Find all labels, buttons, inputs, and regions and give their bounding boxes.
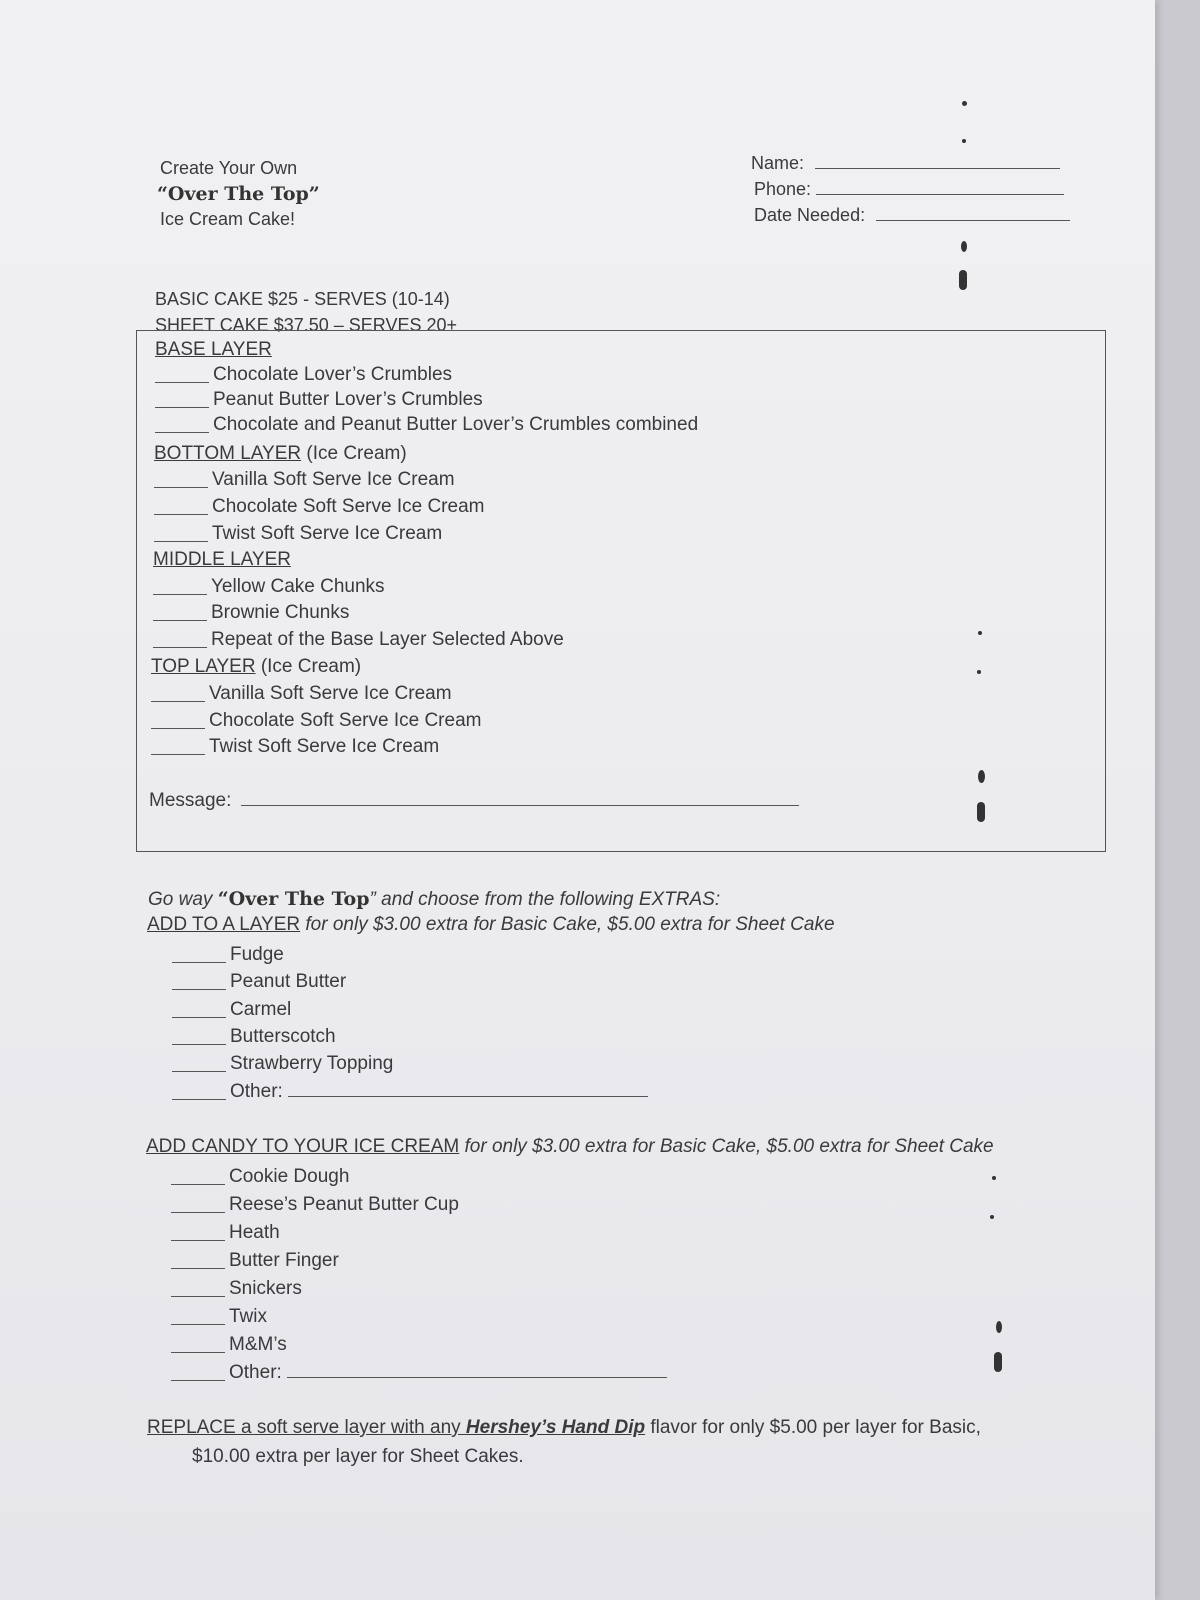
- middle-layer-heading: [153, 549, 291, 571]
- option-label: Strawberry Topping: [230, 1053, 394, 1074]
- sheet-cake-price: SHEET CAKE $37.50 – SERVES 20+: [155, 315, 458, 335]
- option-label: Peanut Butter Lover’s Crumbles: [213, 389, 483, 410]
- date-needed-label: Date Needed:: [754, 205, 866, 225]
- punch-mark: [978, 770, 985, 783]
- checkbox-line[interactable]: [154, 514, 208, 515]
- checkbox-line[interactable]: [154, 487, 208, 488]
- message-field[interactable]: [149, 790, 799, 812]
- checkbox-line[interactable]: [153, 594, 207, 595]
- option-label: Yellow Cake Chunks: [211, 576, 385, 597]
- other-blank[interactable]: [288, 1096, 648, 1097]
- checkbox-line[interactable]: [151, 701, 205, 702]
- option-label: Twix: [229, 1306, 267, 1327]
- basic-cake-price: BASIC CAKE $25 - SERVES (10-14): [155, 289, 450, 309]
- bottom-layer-heading: [154, 443, 407, 465]
- phone-blank[interactable]: [816, 194, 1064, 195]
- top-layer-note: (Ice Cream): [255, 656, 362, 677]
- option-label: M&M’s: [229, 1334, 287, 1355]
- other-label: Other:: [230, 1081, 283, 1102]
- message-blank[interactable]: [241, 805, 799, 806]
- option-label: Twist Soft Serve Ice Cream: [212, 523, 443, 544]
- base-layer-heading: [155, 339, 272, 361]
- bottom-layer-note: (Ice Cream): [301, 443, 407, 464]
- checkbox-line[interactable]: [155, 407, 209, 408]
- checkbox-line[interactable]: [171, 1296, 225, 1297]
- replace-text: REPLACE a soft serve layer with any: [147, 1417, 466, 1438]
- punch-mark: [992, 1176, 996, 1180]
- checkbox-line[interactable]: [172, 989, 226, 990]
- punch-mark: [994, 1352, 1002, 1372]
- checkbox-line[interactable]: [172, 1017, 226, 1018]
- option-label: Brownie Chunks: [211, 602, 350, 623]
- checkbox-line[interactable]: [155, 382, 209, 383]
- checkbox-line[interactable]: [171, 1184, 225, 1185]
- replace-line-2: $10.00 extra per layer for Sheet Cakes.: [192, 1446, 524, 1467]
- title-line-1: Create Your Own: [160, 158, 298, 178]
- option-label: Twist Soft Serve Ice Cream: [209, 736, 440, 757]
- checkbox-line[interactable]: [153, 647, 207, 648]
- extras-intro-pre: Go way: [148, 889, 218, 910]
- punch-mark: [990, 1215, 994, 1219]
- checkbox-line[interactable]: [151, 754, 205, 755]
- top-layer-heading: [151, 656, 361, 678]
- add-to-layer-heading: [147, 914, 835, 936]
- other-blank[interactable]: [287, 1377, 667, 1378]
- option-label: Cookie Dough: [229, 1166, 350, 1187]
- checkbox-line[interactable]: [171, 1268, 225, 1269]
- checkbox-line[interactable]: [172, 962, 226, 963]
- checkbox-line[interactable]: [172, 1099, 226, 1100]
- replace-brand: Hershey’s Hand Dip: [465, 1417, 646, 1438]
- option-label: Heath: [229, 1222, 280, 1243]
- punch-mark: [977, 670, 981, 674]
- message-label: Message:: [149, 790, 232, 811]
- date-needed-blank[interactable]: [876, 220, 1070, 221]
- punch-mark: [978, 631, 982, 635]
- option-label: Reese’s Peanut Butter Cup: [229, 1194, 459, 1215]
- add-to-layer-title: ADD TO A LAYER: [147, 914, 301, 935]
- extras-intro: [148, 888, 720, 911]
- middle-layer-title: MIDDLE LAYER: [153, 549, 291, 570]
- add-candy-note: for only $3.00 extra for Basic Cake, $5.00 extra for Sheet Cake: [459, 1136, 994, 1157]
- punch-mark: [962, 101, 967, 106]
- option-label: Chocolate Soft Serve Ice Cream: [212, 496, 485, 517]
- option-label: Peanut Butter: [230, 971, 347, 992]
- option-label: Butterscotch: [230, 1026, 336, 1047]
- top-layer-title: TOP LAYER: [151, 656, 256, 677]
- punch-mark: [977, 802, 985, 822]
- name-blank[interactable]: [815, 168, 1060, 169]
- option-label: Snickers: [229, 1278, 302, 1299]
- replace-rest: flavor for only $5.00 per layer for Basic,: [645, 1417, 981, 1438]
- checkbox-line[interactable]: [154, 541, 208, 542]
- checkbox-line[interactable]: [171, 1380, 225, 1381]
- other-label: Other:: [229, 1362, 282, 1383]
- checkbox-line[interactable]: [171, 1352, 225, 1353]
- checkbox-line[interactable]: [171, 1324, 225, 1325]
- option-label: Chocolate Soft Serve Ice Cream: [209, 710, 482, 731]
- name-field[interactable]: [751, 153, 1060, 174]
- extras-intro-brand: “Over The Top: [217, 888, 370, 910]
- title-brand: “Over The Top”: [157, 183, 320, 205]
- punch-mark: [961, 241, 967, 252]
- option-label: Chocolate Lover’s Crumbles: [213, 364, 453, 385]
- option-label: Chocolate and Peanut Butter Lover’s Crumbles combined: [213, 414, 699, 435]
- name-label: Name:: [751, 153, 805, 173]
- checkbox-line[interactable]: [151, 728, 205, 729]
- phone-label: Phone:: [754, 179, 812, 199]
- base-layer-title: BASE LAYER: [155, 339, 272, 360]
- checkbox-line[interactable]: [155, 432, 209, 433]
- replace-line-1: [147, 1417, 981, 1439]
- punch-mark: [959, 270, 967, 290]
- checkbox-line[interactable]: [153, 620, 207, 621]
- add-candy-heading: [146, 1136, 994, 1158]
- extras-intro-post: ” and choose from the following EXTRAS:: [369, 889, 721, 910]
- option-label: [230, 1081, 648, 1103]
- phone-field[interactable]: [754, 179, 1064, 200]
- option-label: Fudge: [230, 944, 284, 965]
- option-label: Vanilla Soft Serve Ice Cream: [212, 469, 455, 490]
- option-label: Vanilla Soft Serve Ice Cream: [209, 683, 452, 704]
- title-line-3: Ice Cream Cake!: [160, 209, 296, 229]
- checkbox-line[interactable]: [171, 1240, 225, 1241]
- option-label: Repeat of the Base Layer Selected Above: [211, 629, 564, 650]
- punch-mark: [962, 139, 966, 143]
- option-label: [229, 1362, 667, 1384]
- checkbox-line[interactable]: [172, 1044, 226, 1045]
- order-form-box: [136, 330, 1106, 852]
- punch-mark: [996, 1321, 1002, 1333]
- checkbox-line[interactable]: [172, 1071, 226, 1072]
- option-label: Carmel: [230, 999, 292, 1020]
- add-candy-title: ADD CANDY TO YOUR ICE CREAM: [146, 1136, 460, 1157]
- bottom-layer-title: BOTTOM LAYER: [154, 443, 302, 464]
- checkbox-line[interactable]: [171, 1212, 225, 1213]
- date-needed-field[interactable]: [754, 205, 1070, 226]
- add-to-layer-note: for only $3.00 extra for Basic Cake, $5.00 extra for Sheet Cake: [300, 914, 835, 935]
- option-label: Butter Finger: [229, 1250, 339, 1271]
